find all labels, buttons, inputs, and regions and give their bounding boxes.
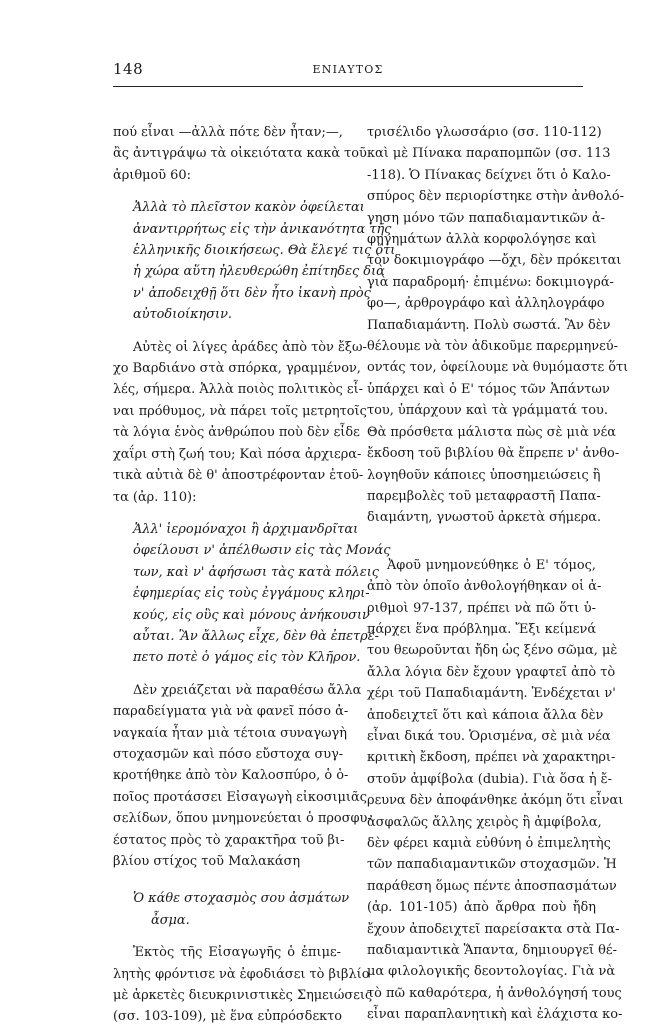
text-line: παρεμβολὲς τοῦ μεταφραστῆ Παπα-	[367, 488, 601, 504]
text-line: ἀποδειχτεῖ ὅτι καὶ κάποια ἄλλα δὲν	[367, 707, 604, 723]
text-line: του θεωροῦνται ἤδη ὡς ξένο σῶμα, μὲ	[367, 643, 618, 659]
text-line: ρευνα δὲν ἀποφάνθηκε ἀκόμη ὅτι εἶναι	[367, 793, 624, 809]
text-line: τῶν παπαδιαμαντικῶν στοχασμῶν. Ἡ	[367, 857, 617, 873]
text-line: ὑπάρχει καὶ ὁ Ε' τόμος τῶν Ἁπάντων	[367, 381, 610, 397]
text-line: λές, σήμερα. Ἀλλὰ ποιὸς πολιτικὸς εἶ-	[113, 382, 364, 398]
text-line: θέλουμε νὰ τὸν ἀδικοῦμε παρερμηνεύ-	[367, 339, 618, 355]
text-line: χαΐρι στὴ ζωή του; Καὶ πόσα ἀρχιερα-	[113, 446, 362, 462]
block-quote	[113, 197, 396, 325]
running-head: ΕΝΙΑΥΤΟΣ	[312, 63, 384, 76]
text-line: Θὰ πρόσθετα μάλιστα πὼς σὲ μιὰ νέα	[367, 424, 616, 440]
text-line: ἐφημερίας εἰς τοὺς ἐγγάμους κληρι-	[133, 586, 370, 602]
text-line: διαμάντη, γνωστοῦ ἀρκετὰ σήμερα.	[367, 510, 602, 526]
text-line: ἔχουν ἀποδειχτεῖ παρείσακτα στὰ Πα-	[367, 921, 620, 937]
text-line: στοχασμῶν καὶ πόσο εὔστοχα συγ-	[113, 746, 344, 762]
text-line: αὐτοδιοίκησιν.	[133, 307, 233, 323]
text-line: κούς, εἰς οὓς καὶ μόνους ἀνήκουσιν	[133, 607, 370, 623]
page-number: 148	[113, 60, 144, 78]
text-line: πού εἶναι —ἀλλὰ πότε δὲν ἦταν;—,	[113, 125, 343, 140]
text-line: παραδείγματα γιὰ νὰ φανεῖ πόσο ἀ-	[113, 704, 349, 720]
text-line: ἑλληνικῆς διοικήσεως. Θὰ ἔλεγέ τις ὅτι	[133, 243, 396, 259]
verse-quote	[113, 888, 350, 931]
text-line: οντάς τον, ὀφείλουμε νὰ θυμόμαστε ὅτι	[367, 360, 629, 376]
text-line: τὸ πῶ καθαρότερα, ἡ ἀνθολόγησή τους	[367, 985, 622, 1001]
text-line: δὲν φέρει καμιὰ εὐθύνη ὁ ἐπιμελητὴς	[367, 836, 611, 851]
paragraph	[367, 122, 629, 529]
text-line: σπύρος δὲν περιορίστηκε στὴν ἀνθολό-	[367, 189, 624, 205]
text-line: τα (ἀρ. 110):	[113, 489, 197, 505]
text-line: Δὲν χρειάζεται νὰ παραθέσω ἄλλα	[133, 682, 362, 698]
text-line: πετο ποτὲ ὁ γάμος εἰς τὸν Κλῆρον.	[133, 650, 361, 666]
text-line: ναγκαία ἦταν μιὰ τέτοια συναγωγὴ	[113, 725, 347, 741]
text-line: παράθεση ὅμως πέντε ἀποσπασμάτων	[367, 878, 617, 894]
text-line: φο—, ἀρθρογράφο καὶ ἀλληλογράφο	[367, 296, 605, 312]
right-column	[367, 122, 629, 1026]
header-rule	[113, 86, 583, 87]
text-line: τὰ λόγια ἑνὸς ἀνθρώπου ποὺ δὲν εἶδε	[113, 425, 360, 441]
text-line: ἂς ἀντιγράψω τὰ οἰκειότατα κακὰ τοῦ	[113, 146, 367, 162]
text-line: ἀσφαλῶς ἄλλης χειρὸς ἢ ἀμφίβολα,	[367, 814, 602, 830]
text-line: ν' ἀποδειχθῇ ὅτι δὲν ἦτο ἱκανὴ πρὸς	[133, 285, 371, 301]
left-column	[113, 122, 396, 1028]
text-line: γιὰ παραδρομή· ἐπιμένω: δοκιμιογρά-	[367, 274, 614, 290]
text-line: κροτήθηκε ἀπὸ τὸν Καλοσπύρο, ὁ ὁ-	[113, 768, 349, 784]
text-line: ἆσμα.	[151, 912, 190, 928]
text-line: ναι πρόθυμος, νὰ πάρει τοῖς μετρητοῖς	[113, 403, 367, 419]
text-line: κριτικὴ ἔκδοση, πρέπει νὰ χαρακτηρι-	[367, 750, 616, 766]
text-line: Ἐκτὸς τῆς Εἰσαγωγῆς ὁ ἐπιμε-	[133, 945, 341, 961]
text-line: των, καὶ ν' ἀφήσωσι τὰς κατὰ πόλεις	[133, 564, 380, 580]
text-line: χο Βαρδιάνο στὰ σπόρκα, γραμμένον,	[113, 361, 361, 377]
text-line: (σσ. 103-109), μὲ ἕνα εὐπρόσδεκτο	[113, 1009, 343, 1025]
text-line: Ἀλλ' ἱερομόναχοι ἢ ἀρχιμανδρῖται	[133, 521, 359, 537]
text-line: του, ὑπάρχουν καὶ τὰ γράμματά του.	[367, 403, 608, 419]
text-line: εἶναι δικά του. Ὁρισμένα, σὲ μιὰ νέα	[367, 728, 611, 744]
paragraph	[113, 942, 373, 1028]
text-line: Ἀλλὰ τὸ πλεῖστον κακὸν ὀφείλεται	[133, 200, 365, 216]
page-header	[113, 58, 583, 88]
text-line: εἶναι παραπλανητικὴ καὶ ἐλάχιστα κο-	[367, 1007, 623, 1023]
paragraph	[113, 680, 372, 873]
text-line: μὲ ἀρκετὲς διευκρινιστικὲς Σημειώσεις	[113, 988, 373, 1004]
text-line: ὀφείλουσι ν' ἀπέλθωσιν εἰς τὰς Μονάς	[133, 543, 391, 559]
text-line: ἀναντιρρήτως εἰς τὴν ἀνικανότητα τῆς	[133, 221, 392, 237]
text-line: μα φιλολογικῆς δεοντολογίας. Γιὰ νὰ	[367, 964, 616, 980]
text-line: ἀριθμοῦ 60:	[113, 167, 191, 183]
text-line: τρισέλιδο γλωσσάριο (σσ. 110-112)	[367, 125, 602, 140]
text-line: Ἀφοῦ μνημονεύθηκε ὁ Ε' τόμος,	[387, 557, 596, 573]
paragraph	[367, 555, 624, 1026]
text-line: σελίδων, ὅπου μνημονεύεται ὁ προσφυ-	[113, 811, 372, 827]
text-line: ποῖος προτάσσει Εἰσαγωγὴ εἰκοσιμιᾶς	[113, 789, 367, 805]
text-line: ἀπὸ τὸν ὁποῖο ἀνθολογήθηκαν οἱ ἀ-	[367, 579, 602, 595]
text-line: λογηθοῦν κάποιες ὑποσημειώσεις ἢ	[367, 467, 601, 483]
text-line: στοῦν ἀμφίβολα (dubia). Γιὰ ὅσα ἡ ἔ-	[367, 771, 612, 787]
text-line: ἄλλα λόγια δὲν ἔχουν γραφτεῖ ἀπὸ τὸ	[367, 664, 616, 680]
paragraph	[113, 337, 367, 508]
text-line: καὶ μὲ Πίνακα παραπομπῶν (σσ. 113	[367, 146, 611, 162]
text-line: τὸν δοκιμιογράφο —ὄχι, δὲν πρόκειται	[367, 253, 622, 269]
text-line: -118). Ὁ Πίνακας δείχνει ὅτι ὁ Καλο-	[367, 167, 611, 183]
text-line: αὗται. Ἂν ἄλλως εἶχε, δὲν θὰ ἐπετρέ-	[133, 628, 379, 644]
text-line: βλίου στίχος τοῦ Μαλακάση	[113, 854, 301, 869]
text-line: λητὴς φρόντισε νὰ ἐφοδιάσει τὸ βιβλίο	[113, 966, 370, 982]
text-line: παδιαμαντικὰ Ἅπαντα, δημιουργεῖ θέ-	[367, 943, 617, 959]
text-line: τικὰ αὐτιὰ δὲ θ' ἀποστρέφονταν ἐτοῦ-	[113, 468, 364, 484]
text-line: γηση μόνο τῶν παπαδιαμαντικῶν ἀ-	[367, 210, 605, 226]
text-line: χέρι τοῦ Παπαδιαμάντη. Ἐνδέχεται ν'	[367, 686, 616, 702]
text-line: ἔκδοση τοῦ βιβλίου θὰ ἔπρεπε ν' ἀνθο-	[367, 446, 620, 462]
text-line: ριθμοὶ 97-137, πρέπει νὰ πῶ ὅτι ὑ-	[367, 600, 596, 616]
paragraph	[113, 122, 367, 186]
text-line: έστατος πρὸς τὸ χαρακτῆρα τοῦ βι-	[113, 832, 345, 848]
text-line: ἡ χώρα αὕτη ἠλευθερώθη ἐπίτηδες διὰ	[133, 264, 385, 280]
text-line: (ἀρ. 101-105) ἀπὸ ἄρθρα ποὺ ἤδη	[367, 900, 596, 916]
text-line: φηγημάτων ἀλλὰ κορφολόγησε καὶ	[367, 232, 597, 248]
text-line: Παπαδιαμάντη. Πολὺ σωστά. Ἂν δὲν	[367, 317, 611, 333]
text-line: Αὐτὲς οἱ λίγες ἀράδες ἀπὸ τὸν ἔξω-	[133, 339, 367, 355]
text-line: Ὁ κάθε στοχασμὸς σου ἀσμάτων	[133, 891, 350, 907]
text-line: πάρχει ἕνα πρόβλημα. Ἔξι κείμενά	[367, 621, 597, 637]
block-quote	[113, 519, 391, 669]
